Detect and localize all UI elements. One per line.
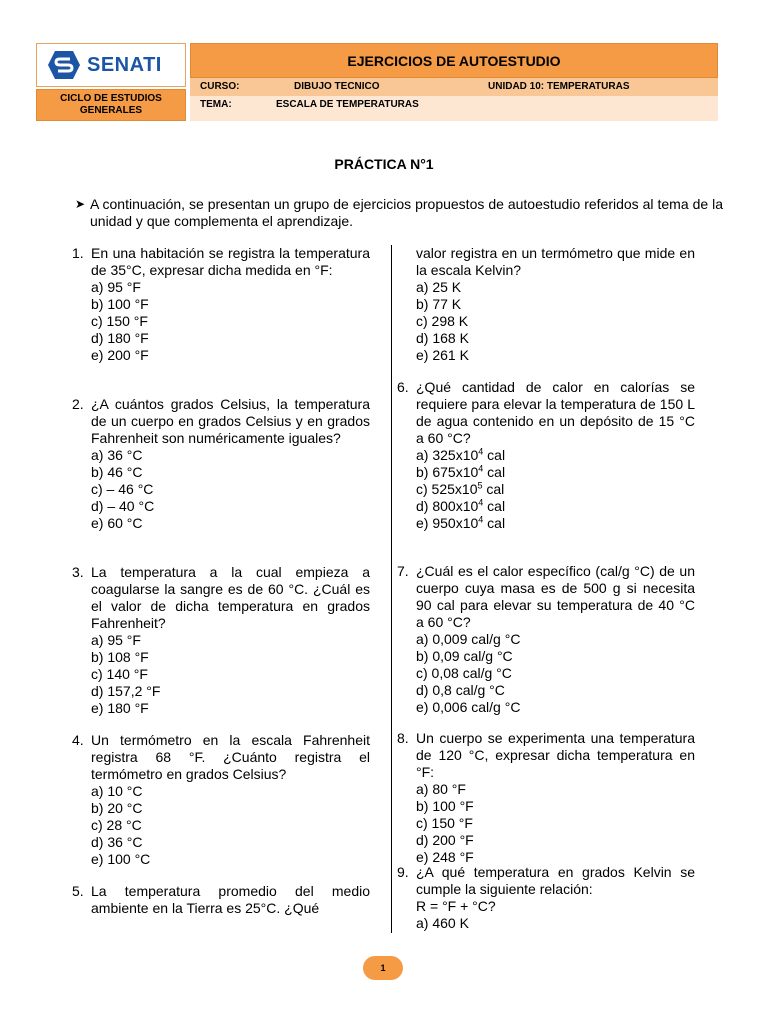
- option: c) 0,08 cal/g °C: [416, 665, 512, 681]
- option: c) 28 °C: [91, 817, 142, 833]
- senati-logo: [36, 43, 186, 87]
- question-9: [397, 864, 695, 932]
- option: c) $525x10^5$ cal: [416, 480, 505, 497]
- question-8: [397, 730, 695, 866]
- option: e) 180 °F: [91, 700, 149, 716]
- column-divider: [391, 245, 392, 933]
- question-number: 5.: [72, 883, 84, 899]
- question-stem: ¿Qué cantidad de calor en calorías se requiere para elevar la temperatura de 150 L de agua contenido en un depósito de 15 °C a 60 °C?: [416, 379, 695, 446]
- question-number: 2.: [72, 396, 84, 412]
- option: e) 0,006 cal/g °C: [416, 699, 521, 715]
- option: d) 0,8 cal/g °C: [416, 682, 505, 698]
- option: c) – 46 °C: [91, 481, 154, 497]
- option: e) 60 °C: [91, 515, 143, 531]
- intro-text: A continuación, se presentan un grupo de ejercicios propuestos de autoestudio referidos al tema de la unidad y que complementa el aprendizaje.: [90, 196, 723, 229]
- question-stem: valor registra en un termómetro que mide en la escala Kelvin?: [416, 245, 695, 278]
- option: d) 180 °F: [91, 330, 149, 346]
- question-3: [72, 564, 370, 717]
- question-number: 7.: [397, 563, 409, 579]
- question-number: 4.: [72, 732, 84, 748]
- question-number: 3.: [72, 564, 84, 580]
- practice-title: PRÁCTICA N°1: [334, 156, 434, 172]
- option: b) 46 °C: [91, 464, 143, 480]
- question-6: [397, 379, 695, 532]
- option: e) 248 °F: [416, 849, 474, 865]
- question-stem: La temperatura a la cual empieza a coagularse la sangre es de 60 °C. ¿Cuál es el valor de dicha temperatura en grados Fahrenheit?: [91, 564, 370, 631]
- question-stem: En una habitación se registra la temperatura de 35°C, expresar dicha medida en °F:: [91, 245, 370, 278]
- option: a) $325x10^4$ cal: [416, 446, 506, 463]
- option: b) 108 °F: [91, 649, 149, 665]
- curso-label: CURSO:: [200, 81, 240, 92]
- option: b) 100 °F: [91, 296, 149, 312]
- option: c) 150 °F: [416, 815, 473, 831]
- option: c) 150 °F: [91, 313, 148, 329]
- question-number: 6.: [397, 379, 409, 395]
- page-number: 1: [363, 956, 403, 980]
- option: d) 157,2 °F: [91, 683, 161, 699]
- curso-value: DIBUJO TECNICO: [294, 81, 380, 92]
- arrow-bullet-icon: ➤: [75, 197, 86, 211]
- question-number: 9.: [397, 864, 409, 880]
- unit-value: UNIDAD 10: TEMPERATURAS: [488, 81, 630, 92]
- option: d) 168 K: [416, 330, 469, 346]
- option: a) 25 K: [416, 279, 462, 295]
- question-stem: ¿A cuántos grados Celsius, la temperatura de un cuerpo en grados Celsius y en grados Fahrenheit son numéricamente iguales?: [91, 396, 370, 446]
- question-stem: Un cuerpo se experimenta una temperatura de 120 °C, expresar dicha temperatura en °F:: [416, 730, 695, 780]
- course-row: [190, 78, 718, 96]
- tema-label: TEMA:: [200, 99, 232, 110]
- option: b) 77 K: [416, 296, 462, 312]
- option: e) $950x10^4$ cal: [416, 514, 506, 531]
- topic-row: [190, 96, 718, 121]
- question-number: 8.: [397, 730, 409, 746]
- question-stem: ¿A qué temperatura en grados Kelvin se cumple la siguiente relación:: [416, 864, 695, 897]
- option: a) 95 °F: [91, 632, 141, 648]
- question-4: [72, 732, 370, 868]
- senati-logo-icon: [47, 50, 81, 80]
- question-5-continuation: [397, 245, 695, 364]
- question-5: [72, 883, 370, 917]
- question-1: [72, 245, 370, 364]
- question-number: 1.: [72, 245, 84, 261]
- tema-value: ESCALA DE TEMPERATURAS: [276, 99, 419, 110]
- intro-paragraph: [75, 196, 723, 230]
- option: a) 460 K: [416, 915, 469, 931]
- option: b) 20 °C: [91, 800, 143, 816]
- option: d) 200 °F: [416, 832, 474, 848]
- option: b) $675x10^4$ cal: [416, 463, 506, 480]
- question-stem: La temperatura promedio del medio ambiente en la Tierra es 25°C. ¿Qué: [91, 883, 370, 916]
- document-header: [36, 43, 718, 121]
- option: a) 80 °F: [416, 781, 466, 797]
- option: b) 100 °F: [416, 798, 474, 814]
- option: d) $800x10^4$ cal: [416, 497, 506, 514]
- logo-text: SENATI: [87, 54, 162, 76]
- option: e) 100 °C: [91, 851, 151, 867]
- question-7: [397, 563, 695, 716]
- option: a) 0,009 cal/g °C: [416, 631, 521, 647]
- option: c) 298 K: [416, 313, 469, 329]
- option: d) 36 °C: [91, 834, 143, 850]
- question-2: [72, 396, 370, 532]
- question-stem: Un termómetro en la escala Fahrenheit registra 68 °F. ¿Cuánto registra el termómetro en grados Celsius?: [91, 732, 370, 782]
- option: e) 200 °F: [91, 347, 149, 363]
- option: d) – 40 °C: [91, 498, 155, 514]
- relation-formula: R = °F + °C?: [416, 898, 496, 914]
- option: e) 261 K: [416, 347, 469, 363]
- option: a) 10 °C: [91, 783, 143, 799]
- question-stem: ¿Cuál es el calor específico (cal/g °C) de un cuerpo cuya masa es de 500 g si necesita 90 cal para elevar su temperatura de 40 °C a 60 °C?: [416, 563, 695, 630]
- option: c) 140 °F: [91, 666, 148, 682]
- cycle-label: CICLO DE ESTUDIOS GENERALES: [36, 89, 186, 121]
- option: a) 95 °F: [91, 279, 141, 295]
- option: a) 36 °C: [91, 447, 143, 463]
- header-title: EJERCICIOS DE AUTOESTUDIO: [190, 43, 718, 78]
- option: b) 0,09 cal/g °C: [416, 648, 513, 664]
